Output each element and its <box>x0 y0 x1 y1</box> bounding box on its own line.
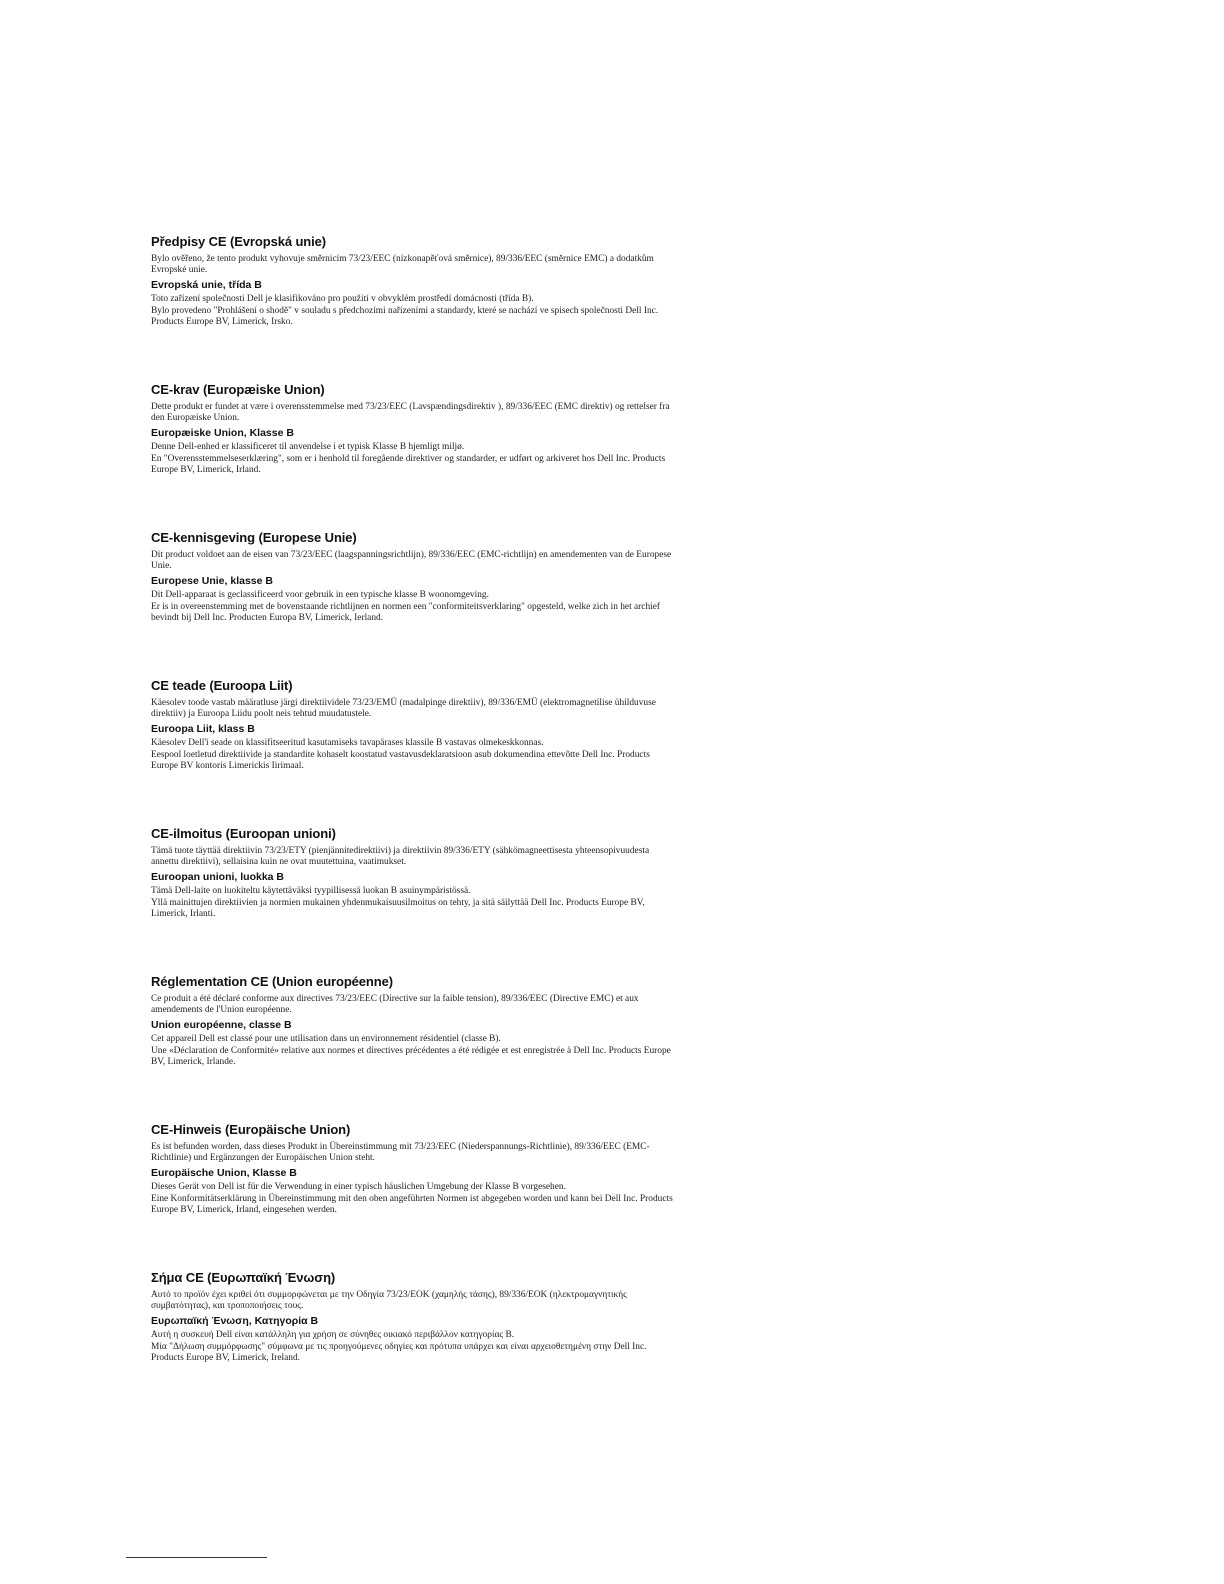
section-class-text: Αυτή η συσκευή Dell είναι κατάλληλη για χρήση σε σύνηθες οικιακό περιβάλλον κατηγορίας B. <box>151 1330 515 1340</box>
section-class-text: Denne Dell-enhed er klassificeret til anvendelse i et typisk Klasse B hjemligt miljø. <box>151 442 465 452</box>
section-greek <box>151 1270 679 1364</box>
section-estonian <box>151 678 679 826</box>
section-title: CE-krav (Europæiske Union) <box>151 382 325 397</box>
section-declaration: Eespool loetletud direktiivide ja standardite kohaselt koostatud vastavusdeklaratsioon asub dokumendina ettevõtte Dell Inc. Products Europe BV kontoris Limerickis Iirimaal. <box>151 750 650 771</box>
section-declaration: Une «Déclaration de Conformité» relative aux normes et directives précédentes a été rédigée et est enregistrée à Dell Inc. Products Europe BV, Limerick, Irlande. <box>151 1046 671 1067</box>
section-subtitle: Ευρωπαϊκή Ένωση, Κατηγορία B <box>151 1315 319 1327</box>
section-declaration: Eine Konformitätserklärung in Übereinstimmung mit den oben angeführten Normen ist abgegeben worden und kann bei Dell Inc. Products Europe BV, Limerick, Irland, eingesehen werden. <box>151 1194 673 1215</box>
section-class-text: Toto zařízení společnosti Dell je klasifikováno pro použití v obvyklém prostředí domácnosti (třída B). <box>151 294 534 304</box>
section-subtitle: Europese Unie, klasse B <box>151 575 273 587</box>
section-subtitle: Euroopan unioni, luokka B <box>151 871 285 883</box>
section-intro: Käesolev toode vastab määratluse järgi direktiividele 73/23/EMÜ (madalpinge direktiiv), 89/336/EMÜ (elektromagnetilise ühilduvuse direktiiv) ja Euroopa Liidu poolt neis tehtud muudatustele. <box>151 698 656 719</box>
section-french <box>151 974 679 1122</box>
section-title: CE-ilmoitus (Euroopan unioni) <box>151 826 336 841</box>
footnote-rule <box>126 1557 267 1558</box>
section-subtitle: Evropská unie, třída B <box>151 279 262 291</box>
section-finnish <box>151 826 679 974</box>
section-declaration: Μία "Δήλωση συμμόρφωσης" σύμφωνα με τις προηγούμενες οδηγίες και πρότυπα υπάρχει και είναι αρχειοθετημένη στην Dell Inc. Products Europe BV, Limerick, Ireland. <box>151 1342 647 1363</box>
section-title: Réglementation CE (Union européenne) <box>151 974 393 989</box>
section-class-text: Cet appareil Dell est classé pour une utilisation dans un environnement résidentiel (classe B). <box>151 1034 501 1044</box>
section-danish <box>151 382 679 530</box>
section-dutch <box>151 530 679 678</box>
section-intro: Bylo ověřeno, že tento produkt vyhovuje směrnicím 73/23/EEC (nízkonapěťová směrnice), 89/336/EEC (směrnice EMC) a dodatkům Evropské unie. <box>151 254 654 275</box>
section-intro: Αυτό το προϊόν έχει κριθεί ότι συμμορφώνεται με την Οδηγία 73/23/EOK (χαμηλής τάσης), 89/336/EOK (ηλεκτρομαγνητικής συμβατότητας), και τροποποιήσεις τους. <box>151 1290 627 1311</box>
section-intro: Tämä tuote täyttää direktiivin 73/23/ETY (pienjännitedirektiivi) ja direktiivin 89/336/ETY (sähkömagneettisesta yhteensopivuudesta annettu direktiivi), sellaisina kuin ne ovat muutettuina, vaatimukset. <box>151 846 650 867</box>
section-intro: Dette produkt er fundet at være i overensstemmelse med 73/23/EEC (Lavspændingsdirektiv ), 89/336/EEC (EMC direktiv) og rettelser fra den Europæiske Union. <box>151 402 670 423</box>
section-title: CE teade (Euroopa Liit) <box>151 678 293 693</box>
section-subtitle: Union européenne, classe B <box>151 1019 292 1031</box>
section-intro: Ce produit a été déclaré conforme aux directives 73/23/EEC (Directive sur la faible tension), 89/336/EEC (Directive EMC) et aux amendements de l'Union européenne. <box>151 994 639 1015</box>
section-title: Σήμα CE (Ευρωπαϊκή Ένωση) <box>151 1270 336 1285</box>
regulatory-document <box>151 234 679 1365</box>
section-class-text: Käesolev Dell'i seade on klassifitseeritud kasutamiseks tavapärases klassile B vastavas olmekeskkonnas. <box>151 738 544 748</box>
section-declaration: Er is in overeenstemming met de bovenstaande richtlijnen en normen een "conformiteitsverklaring" opgesteld, welke zich in het archief bevindt bij Dell Inc. Producten Europa BV, Limerick, Ierland. <box>151 602 661 623</box>
section-german <box>151 1122 679 1270</box>
section-declaration: En "Overensstemmelseserklæring", som er i henhold til foregående direktiver og standarder, er udført og arkiveret hos Dell Inc. Products Europe BV, Limerick, Irland. <box>151 454 666 475</box>
section-czech <box>151 234 679 382</box>
section-class-text: Dieses Gerät von Dell ist für die Verwendung in einer typisch häuslichen Umgebung der Klasse B vorgesehen. <box>151 1182 566 1192</box>
section-title: CE-kennisgeving (Europese Unie) <box>151 530 357 545</box>
section-class-text: Tämä Dell-laite on luokiteltu käytettäväksi tyypillisessä luokan B asuinympäristössä. <box>151 886 471 896</box>
section-subtitle: Europæiske Union, Klasse B <box>151 427 294 439</box>
section-intro: Dit product voldoet aan de eisen van 73/23/EEC (laagspanningsrichtlijn), 89/336/EEC (EMC-richtlijn) en amendementen van de Europese Unie. <box>151 550 672 571</box>
section-declaration: Yllä mainittujen direktiivien ja normien mukainen yhdenmukaisuusilmoitus on tehty, ja sitä säilyttää Dell Inc. Products Europe BV, Limerick, Irlanti. <box>151 898 645 919</box>
section-declaration: Bylo provedeno "Prohlášení o shodě" v souladu s předchozími nařízeními a standardy, které se nachází ve spisech společnosti Dell Inc. Products Europe BV, Limerick, Irsko. <box>151 306 659 327</box>
section-title: CE-Hinweis (Europäische Union) <box>151 1122 351 1137</box>
section-subtitle: Europäische Union, Klasse B <box>151 1167 297 1179</box>
section-intro: Es ist befunden worden, dass dieses Produkt in Übereinstimmung mit 73/23/EEC (Niederspannungs-Richtlinie), 89/336/EEC (EMC-Richtlinie) und Ergänzungen der Europäischen Union steht. <box>151 1142 650 1163</box>
section-title: Předpisy CE (Evropská unie) <box>151 234 327 249</box>
section-class-text: Dit Dell-apparaat is geclassificeerd voor gebruik in een typische klasse B woonomgeving. <box>151 590 489 600</box>
section-subtitle: Euroopa Liit, klass B <box>151 723 255 735</box>
